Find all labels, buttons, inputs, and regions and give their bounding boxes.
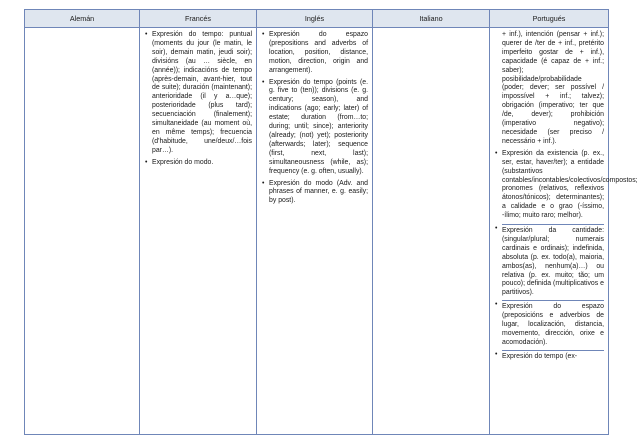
list-item: + inf.), intención (pensar + inf.); querer de /ter de + inf., pretérito imperfeito gostar de + inf.), capacidade (é capaz de + inf.; saber); posibilidade/probabilidade (poder; dever; ser possível / impossível + inf.; talvez); obrigación (imperativo; ter que /de, dever); prohibición (imperativo negativo); necesidade (ser preciso / necessário + inf.).	[502, 31, 604, 145]
header-italiano: Italiano	[373, 10, 490, 28]
cell-ingles	[257, 28, 373, 435]
list-item: • Expresión do tempo (points (e. g. five to (ten)); divisions (e. g. century; season), and indications (ago; early; later) of estate; duration (from…to; during; until; since); anteriority (already; (not) yet); posteriority (afterwards; later); sequence (first, next, last); simultaneousness (while, as); frequency (e. g. often, usually).	[269, 79, 368, 177]
list-item: • Expresión do tempo: puntual (moments du jour (le matin, le soir), demain matin, jeudi soir); divisións (au … siècle, en (année)); indicacións de tempo (après-demain, avant-hier, tout de suite); duración (maintenant); anterioridade (il y a…que); posterioridade (plus tard); secuenciación (finalement); simultaneidade (au moment où, en même temps); frecuencia (d'habitude, une/deux/…fois par…).	[152, 31, 252, 156]
ingles-list	[257, 28, 372, 206]
list-item: • Expresión do espazo (prepositions and adverbs of location, position, distance, motion, direction, origin and arrangement).	[269, 31, 368, 76]
list-item: • Expresión do tempo (ex-	[502, 350, 604, 362]
header-row	[25, 10, 609, 28]
cell-frances	[140, 28, 257, 435]
list-item: • Expresión do espazo (preposicións e adverbios de lugar, localización, distancia, movemento, dirección, orixe e acomodación).	[502, 300, 604, 348]
cell-portugues	[490, 28, 638, 435]
header-frances: Francés	[140, 10, 257, 28]
list-item: • Expresión da existencia (p. ex., ser, estar, haver/ter); a entidade (substantivos contables/incontables/colectivos/compostos; pronomes (relativos, reflexivos átonos/tónicos); determinantes); a calidade e o grao (-íssimo, -ílimo; muito raro; melhor).	[502, 150, 604, 221]
cell-aleman	[25, 28, 140, 435]
header-portugues: Portugués	[490, 10, 609, 28]
list-item: • Expresión do modo.	[152, 159, 252, 168]
content-table	[24, 9, 638, 435]
header-aleman: Alemán	[25, 10, 140, 28]
cell-italiano	[373, 28, 490, 435]
portugues-list	[490, 28, 638, 362]
content-row	[25, 28, 609, 435]
frances-list	[140, 28, 256, 168]
list-item: • Expresión do modo (Adv. and phrases of manner, e. g. easily; by post).	[269, 180, 368, 207]
list-item: • Expresión da cantidade: (singular/plural; numerais cardinais e ordinais); indefinida, absoluta (p. ex. todo(a), maioria, ambos(as), nenhum(a)…) ou relativa (p. ex. muito; tão; um pouco); definida (multiplicativos e partitivos).	[502, 224, 604, 298]
header-ingles: Inglés	[257, 10, 373, 28]
